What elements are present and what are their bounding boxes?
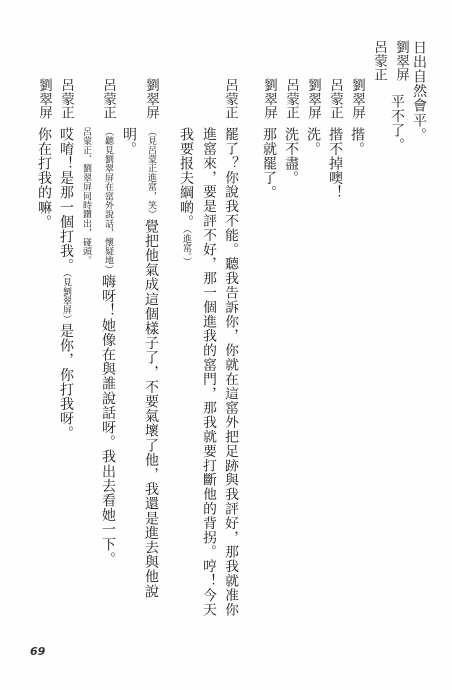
dialogue-line-with-note [143,127,158,599]
speaker-name: 劉翠屏 [143,78,159,120]
dialogue-text-continued: 是你，你打我呀。 [58,323,74,441]
stage-direction: 呂蒙正、劉翠屏同時鑽出，碰頭。 [81,127,91,265]
stage-direction: （聽見劉翠屏在窰外說話，懷疑地） [103,127,113,275]
dialogue-line: 日出自然會平。 [411,40,427,143]
dialogue-text: 覺把他氣成這個樣子了，不要氣壞了他，我還是進去與他說 [143,219,159,599]
dialogue-line: 進窰來，要是評不好，那一個進我的窰門，那我就要打斷他的背拐。哼！今天 [200,127,216,617]
stage-direction-line [78,127,93,265]
page-number: 69 [30,645,46,658]
dialogue-line: 你在打我的嘛。 [36,127,52,230]
speaker-name: 劉翠屏 [261,78,277,120]
stage-direction: （進窰。） [181,229,191,267]
speaker-name: 劉翠屏 [36,78,52,120]
dialogue-line: 明。 [121,127,137,157]
stage-direction: （見劉翠屏） [61,273,71,324]
dialogue-text: 我要报夫綱啲。 [178,127,194,230]
dialogue-text: 嗨呀！她像在與誰說話呀。我出去看她一下。 [100,274,116,567]
speaker-name: 劉翠屏 [393,40,409,82]
dialogue-line: 揩。 [349,127,365,157]
dialogue-line: 洗不盡。 [283,127,299,186]
dialogue-line: 那就罷了。 [261,127,277,200]
speaker-name: 劉翠屏 [305,78,321,120]
dialogue-line: 揩不掉噢！ [327,127,343,200]
dialogue-line: 平不了。 [389,94,405,153]
speaker-name: 呂蒙正 [327,78,343,120]
stage-direction: （見呂蒙正進窰，笑） [146,127,156,219]
speaker-name: 呂蒙正 [58,78,74,120]
dialogue-line-with-note [100,127,115,566]
dialogue-line: 洗。 [305,127,321,157]
speaker-name: 劉翠屏 [349,78,365,120]
dialogue-line-with-note [178,127,193,266]
speaker-name: 呂蒙正 [283,78,299,120]
speaker-name: 呂蒙正 [100,78,116,120]
speaker-name: 呂蒙正 [222,78,238,120]
dialogue-text: 哎唷！是那一個打我。 [58,127,74,273]
speaker-name: 呂蒙正 [371,40,387,82]
dialogue-line: 罷了？你說我不能。聽我告訴你，你就在這窰外把足跡與我評好，那我就准你 [222,127,238,617]
dialogue-line-with-note [58,127,73,441]
